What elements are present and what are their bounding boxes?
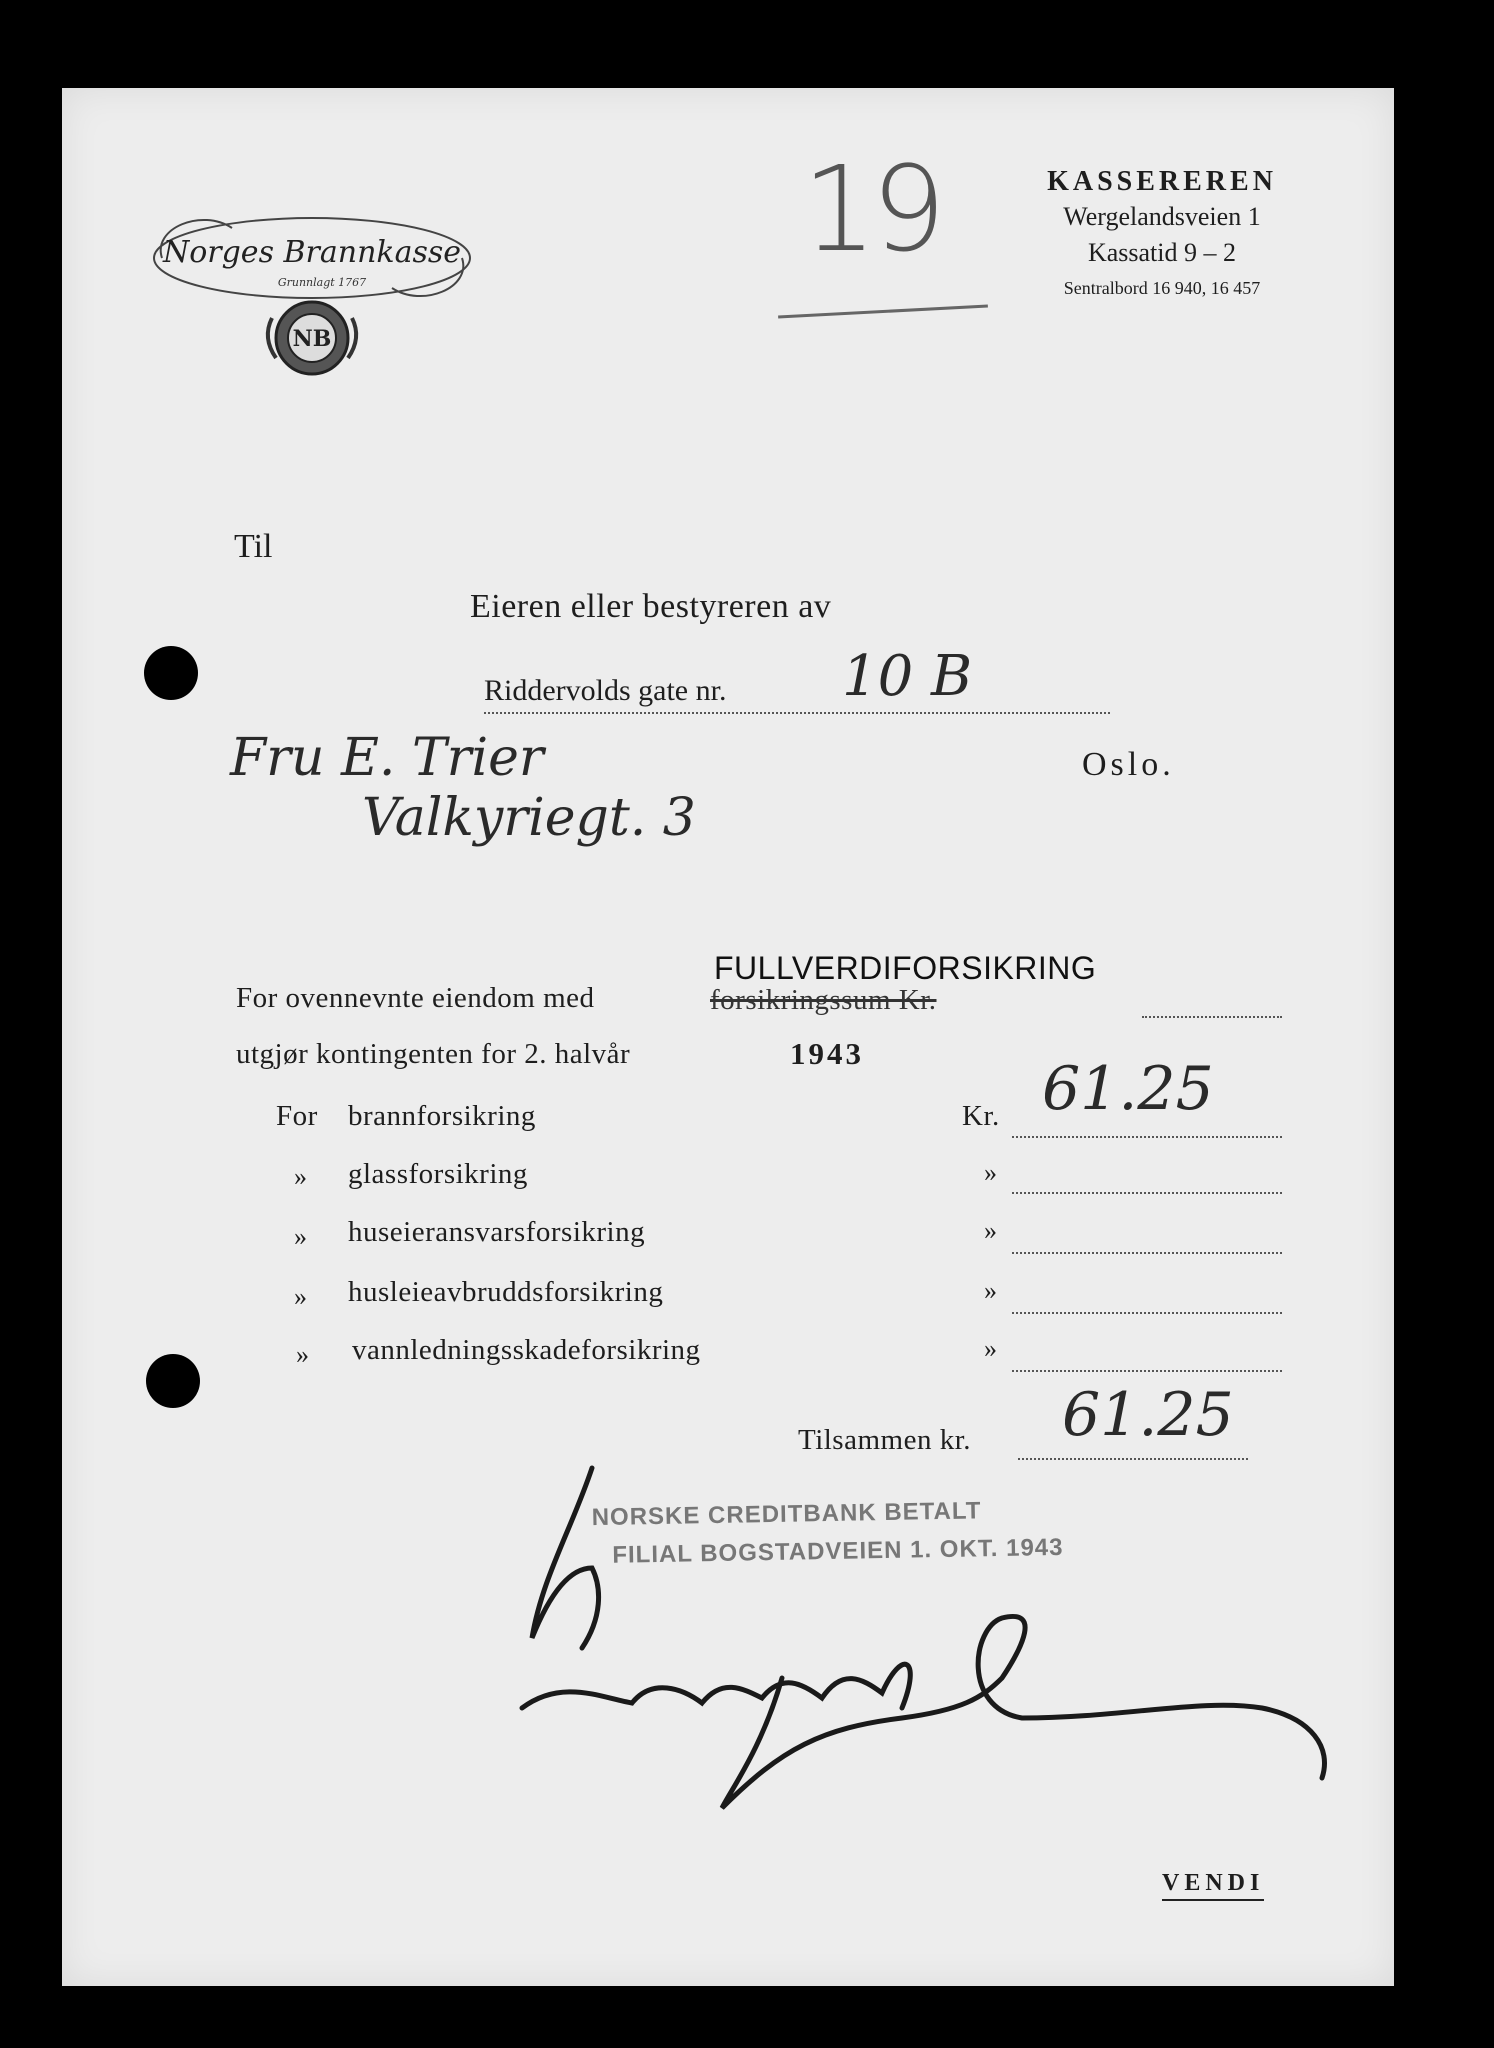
logo-emblem <box>142 188 482 378</box>
total-label: Tilsammen kr. <box>798 1424 972 1456</box>
office-hours: Kassatid 9 – 2 <box>1087 238 1237 267</box>
item-currency: Kr. <box>962 1100 1000 1132</box>
body-line1-prefix: For ovennevnte eiendom med <box>236 982 595 1014</box>
item-marker: » <box>294 1162 307 1191</box>
page-number-underline <box>778 305 988 319</box>
turn-over-label: VENDI <box>1162 1870 1264 1901</box>
logo-wordmark: Norges Brannkasse <box>162 235 462 270</box>
document-page <box>62 88 1394 1986</box>
company-logo <box>142 188 482 378</box>
item-marker: For <box>276 1100 318 1132</box>
item-label: brannforsikring <box>348 1100 536 1132</box>
body-line1-dotline <box>1142 1016 1282 1018</box>
item-marker: » <box>294 1282 307 1311</box>
punch-hole-bottom <box>146 1354 200 1408</box>
item-label: glassforsikring <box>348 1158 528 1190</box>
body-line1-typed-overlay: FULLVERDIFORSIKRING <box>714 950 1097 986</box>
body-line1-struck: forsikringssum Kr. <box>710 984 937 1016</box>
svg-text:NB: NB <box>292 326 332 352</box>
item-dotline <box>1012 1192 1282 1194</box>
item-label: husleieavbruddsforsikring <box>348 1276 664 1308</box>
item-amount-handwritten: 61.25 <box>1042 1054 1214 1124</box>
item-dotline <box>1012 1312 1282 1314</box>
signature <box>482 1448 1362 1828</box>
owner-line: Eieren eller bestyreren av <box>470 588 832 625</box>
body-line2-prefix: utgjør kontingenten for 2. halvår <box>236 1038 631 1070</box>
stamp-line2: FILIAL BOGSTADVEIEN 1. OKT. 1943 <box>612 1533 1064 1569</box>
item-label: vannledningsskadeforsikring <box>352 1334 701 1366</box>
item-currency: » <box>984 1158 997 1187</box>
street-number-handwritten: 10 B <box>842 644 973 709</box>
punch-hole-top <box>144 646 198 700</box>
item-currency: » <box>984 1276 997 1305</box>
recipient-address-handwritten: Valkyriegt. 3 <box>362 788 696 848</box>
item-dotline <box>1012 1252 1282 1254</box>
item-currency: » <box>984 1334 997 1363</box>
office-phones: Sentralbord 16 940, 16 457 <box>1063 278 1261 298</box>
stamp-line1: NORSKE CREDITBANK BETALT <box>591 1497 982 1532</box>
item-dotline <box>1012 1136 1282 1138</box>
office-title: KASSEREREN <box>1047 166 1277 197</box>
item-label: huseieransvarsforsikring <box>348 1216 646 1248</box>
seal-icon <box>268 302 356 374</box>
page-number-handwritten: 19 <box>802 140 941 278</box>
city: Oslo. <box>1082 746 1175 783</box>
office-address: Wergelandsveien 1 <box>1063 202 1261 231</box>
item-currency: » <box>984 1216 997 1245</box>
logo-founded: Grunnlagt 1767 <box>277 276 367 289</box>
item-marker: » <box>296 1340 309 1369</box>
street-printed: Riddervolds gate nr. <box>484 674 727 707</box>
recipient-name-handwritten: Fru E. Trier <box>230 728 544 788</box>
office-header <box>982 166 1342 299</box>
body-year: 1943 <box>790 1036 864 1071</box>
street-dotline <box>484 712 1110 714</box>
to-label: Til <box>234 528 273 565</box>
item-marker: » <box>294 1222 307 1251</box>
item-dotline <box>1012 1370 1282 1372</box>
total-amount-handwritten: 61.25 <box>1062 1380 1234 1450</box>
